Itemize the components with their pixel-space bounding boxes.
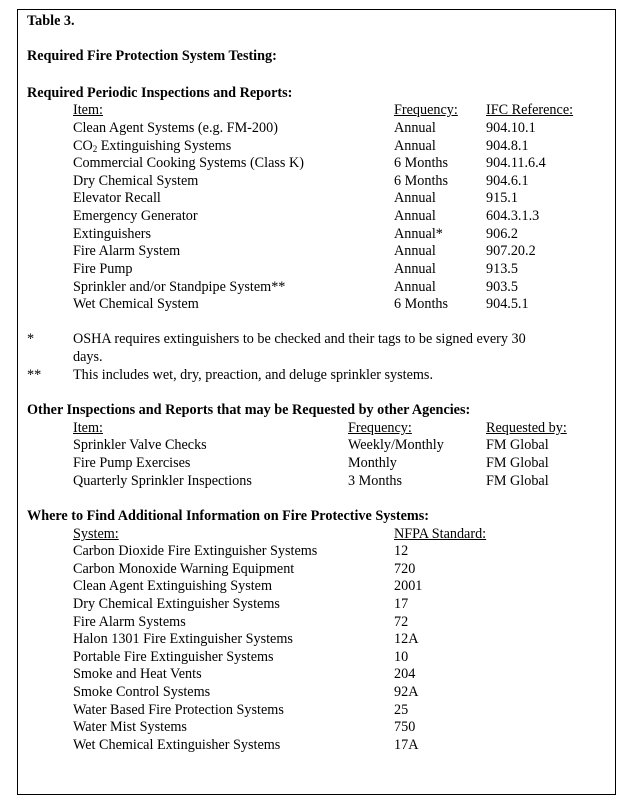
row-system: Smoke Control Systems [73, 684, 211, 700]
row-item: Emergency Generator [73, 208, 198, 224]
row-frequency: 6 Months [394, 173, 448, 189]
row-system: Water Based Fire Protection Systems [73, 702, 284, 718]
footnote-mark: * [27, 331, 35, 347]
co2-rest: Extinguishing Systems [97, 138, 232, 154]
row-standard: 12 [394, 543, 409, 559]
footnote-mark: ** [27, 367, 42, 383]
section3-heading: Where to Find Additional Information on Fire Protective Systems: [27, 508, 429, 524]
row-ifc-ref: 903.5 [486, 279, 518, 295]
row-frequency: Annual [394, 243, 436, 259]
row-ifc-ref: 904.10.1 [486, 120, 536, 136]
row-ifc-ref: 904.11.6.4 [486, 155, 546, 171]
row-requested-by: FM Global [486, 473, 549, 489]
row-ifc-ref: 904.5.1 [486, 296, 529, 312]
row-system: Smoke and Heat Vents [73, 666, 202, 682]
row-item [73, 138, 231, 155]
row-item: Extinguishers [73, 226, 152, 242]
page-title: Required Fire Protection System Testing: [27, 48, 277, 64]
row-ifc-ref: 906.2 [486, 226, 518, 242]
row-standard: 12A [394, 631, 419, 647]
footnote-text: This includes wet, dry, preaction, and deluge sprinkler systems. [73, 367, 433, 383]
row-item: Fire Pump [73, 261, 133, 277]
section2-col-requested-by: Requested by: [486, 420, 567, 436]
row-frequency: Annual [394, 190, 436, 206]
row-frequency: Monthly [348, 455, 397, 471]
row-frequency: Annual* [394, 226, 443, 242]
row-system: Halon 1301 Fire Extinguisher Systems [73, 631, 293, 647]
row-system: Fire Alarm Systems [73, 614, 186, 630]
row-frequency: Annual [394, 208, 436, 224]
row-standard: 720 [394, 561, 416, 577]
row-frequency: Annual [394, 261, 436, 277]
subscript: 2 [92, 144, 98, 154]
row-standard: 25 [394, 702, 409, 718]
row-frequency: 6 Months [394, 296, 448, 312]
row-system: Dry Chemical Extinguisher Systems [73, 596, 280, 612]
row-item: Fire Pump Exercises [73, 455, 191, 471]
row-item: Sprinkler and/or Standpipe System** [73, 279, 286, 295]
row-standard: 10 [394, 649, 409, 665]
row-system: Portable Fire Extinguisher Systems [73, 649, 274, 665]
row-frequency: Annual [394, 138, 436, 154]
row-ifc-ref: 904.6.1 [486, 173, 529, 189]
row-ifc-ref: 913.5 [486, 261, 518, 277]
row-ifc-ref: 907.20.2 [486, 243, 536, 259]
section1-heading: Required Periodic Inspections and Reports: [27, 85, 293, 101]
row-item: Fire Alarm System [73, 243, 181, 259]
co2-text: CO [73, 138, 93, 154]
row-item: Elevator Recall [73, 190, 161, 206]
row-requested-by: FM Global [486, 437, 549, 453]
section1-col-item: Item: [73, 102, 103, 118]
row-item: Clean Agent Systems (e.g. FM-200) [73, 120, 278, 136]
section2-heading: Other Inspections and Reports that may be Requested by other Agencies: [27, 402, 471, 418]
section3-col-nfpa-standard: NFPA Standard: [394, 526, 487, 542]
row-item: Commercial Cooking Systems (Class K) [73, 155, 304, 171]
row-ifc-ref: 915.1 [486, 190, 518, 206]
row-system: Carbon Monoxide Warning Equipment [73, 561, 295, 577]
row-system: Clean Agent Extinguishing System [73, 578, 273, 594]
row-requested-by: FM Global [486, 455, 549, 471]
section2-col-item: Item: [73, 420, 103, 436]
row-standard: 17A [394, 737, 419, 753]
row-frequency: Annual [394, 120, 436, 136]
row-standard: 72 [394, 614, 409, 630]
section3-col-system: System: [73, 526, 119, 542]
table-label: Table 3. [27, 13, 75, 29]
row-standard: 204 [394, 666, 416, 682]
row-ifc-ref: 904.8.1 [486, 138, 529, 154]
row-item: Quarterly Sprinkler Inspections [73, 473, 252, 489]
row-frequency: 3 Months [348, 473, 402, 489]
row-item: Dry Chemical System [73, 173, 199, 189]
section1-col-frequency: Frequency: [394, 102, 458, 118]
footnote-text: OSHA requires extinguishers to be checked and their tags to be signed every 30 [73, 331, 526, 347]
row-system: Wet Chemical Extinguisher Systems [73, 737, 281, 753]
row-standard: 750 [394, 719, 416, 735]
row-system: Carbon Dioxide Fire Extinguisher Systems [73, 543, 318, 559]
row-ifc-ref: 604.3.1.3 [486, 208, 540, 224]
row-system: Water Mist Systems [73, 719, 187, 735]
row-standard: 92A [394, 684, 419, 700]
row-frequency: Weekly/Monthly [348, 437, 444, 453]
row-standard: 17 [394, 596, 409, 612]
row-frequency: Annual [394, 279, 436, 295]
section2-col-frequency: Frequency: [348, 420, 412, 436]
section1-col-ifc-ref: IFC Reference: [486, 102, 574, 118]
row-item: Sprinkler Valve Checks [73, 437, 207, 453]
row-frequency: 6 Months [394, 155, 448, 171]
row-standard: 2001 [394, 578, 423, 594]
row-item: Wet Chemical System [73, 296, 199, 312]
footnote-text-continued: days. [73, 349, 103, 365]
